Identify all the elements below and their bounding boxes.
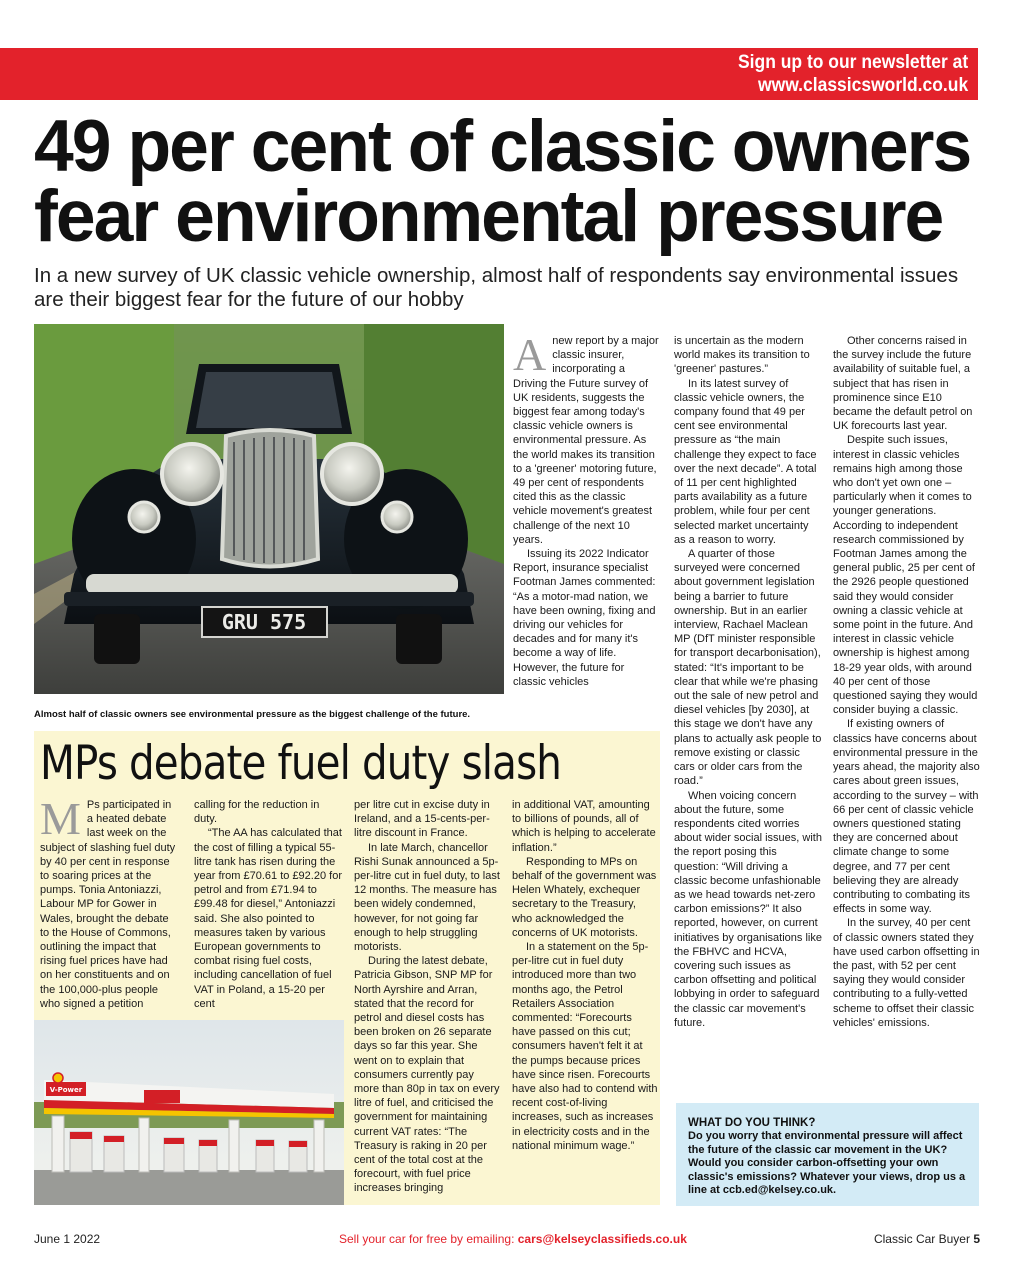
dropcap-a: A bbox=[513, 329, 547, 380]
classic-car-photo bbox=[34, 324, 504, 694]
newsletter-line-1: Sign up to our newsletter at bbox=[737, 52, 968, 73]
magazine-name: Classic Car Buyer bbox=[873, 1232, 970, 1246]
sell-your-car-line bbox=[339, 1232, 687, 1246]
article-column-2 bbox=[674, 334, 822, 1030]
fuel-column-1 bbox=[40, 793, 180, 1011]
fuel-paragraph: Responding to MPs on behalf of the government was Helen Whately, exchequer secretary to the Treasury, who acknowledged the concerns of UK motorists. bbox=[512, 855, 657, 939]
article-paragraph: If existing owners of classics have concerns about environmental pressure in the years ahead, the majority also cares about green issues, according to the survey – with 66 per cent of classic vehicle owners questioned stating they are concerned about climate change to some degree, and 77 per cent believing they are already contributing to combating its effects in some way. bbox=[833, 718, 980, 916]
page-footer bbox=[34, 1232, 980, 1248]
article-paragraph: Despite such issues, interest in classic vehicles remains high among those who don't yet own one – particularly when it comes to younger generations. According to independent research commissioned by Footman James among the general public, 25 per cent of the 2926 people questioned said they would consider owning a classic vehicle at some point in the future. And interest in classic vehicle ownership is highest among 18-29 year olds, with around 40 per cent of those questioned saying they would consider buying a classic. bbox=[833, 434, 978, 717]
fuel-paragraph: per litre cut in excise duty in Ireland, and a 15-cents-per-litre discount in France. bbox=[354, 799, 490, 840]
article-headline bbox=[34, 106, 994, 257]
newsletter-banner bbox=[0, 48, 978, 100]
petrol-station-illustration bbox=[34, 1020, 344, 1205]
wdyt-title: WHAT DO YOU THINK? bbox=[688, 1117, 816, 1129]
fuel-paragraph: calling for the reduction in duty. bbox=[194, 799, 320, 826]
article-lead-text: new report by a major classic insurer, incorporating a Driving the Future survey of UK residents, suggests the biggest fear among today's classic vehicle owners is environmental pressure. As the world makes its transition to a 'greener' motoring future, 49 per cent of respondents cited this as the classic vehicle movement's greatest challenge of the next 10 years. bbox=[513, 335, 659, 546]
issue-date: June 1 2022 bbox=[34, 1232, 101, 1246]
photo-caption: Almost half of classic owners see environmental pressure as the biggest challenge of the future. bbox=[34, 709, 471, 720]
fuel-duty-headline: MPs debate fuel duty slash bbox=[40, 736, 562, 791]
article-paragraph: In its latest survey of classic vehicle owners, the company found that 49 per cent see environmental pressure as “the main challenge they expect to face over the next decade”. A total of 11 per cent highlighted parts availability as a future problem, while four per cent selected market uncertainty as a reason to worry. bbox=[674, 377, 817, 546]
folio bbox=[874, 1232, 980, 1246]
article-paragraph: When voicing concern about the future, some respondents cited worries about wider social issues, with the report posing this question: “Will driving a classic become unfashionable as we head towards net-zero carbon emissions?” It also reported, however, on current initiatives by organisations like the FBHVC and HCVA, covering such issues as carbon offsetting and political lobbying in order to safeguard the classic car movement's future. bbox=[674, 789, 822, 1029]
standfirst: In a new survey of UK classic vehicle ownership, almost half of respondents say environmental issues are their biggest fear for the future of our hobby bbox=[34, 264, 959, 311]
number-plate-text: GRU 575 bbox=[221, 610, 307, 634]
petrol-station-photo bbox=[34, 1020, 344, 1205]
article-column-1 bbox=[513, 329, 659, 689]
newsletter-url[interactable]: www.classicsworld.co.uk bbox=[757, 75, 968, 96]
article-paragraph: Other concerns raised in the survey include the future availability of suitable fuel, a subject that has risen in prominence since E10 became the default petrol on UK forecourts last year. bbox=[833, 335, 973, 433]
article-paragraph: is uncertain as the modern world makes its transition to 'greener' pastures.” bbox=[674, 335, 810, 376]
fuel-column-4 bbox=[512, 798, 658, 1153]
page-number: 5 bbox=[973, 1232, 980, 1246]
headline-line-1: 49 per cent of classic owners bbox=[34, 106, 971, 187]
fuel-paragraph: In late March, chancellor Rishi Sunak announced a 5p-per-litre cut in fuel duty, to last 12 months. The measure has been widely condemned, however, for not going far enough to help struggling motorists. bbox=[354, 841, 500, 954]
fuel-column-2 bbox=[194, 798, 342, 1011]
fuel-paragraph: During the latest debate, Patricia Gibson, SNP MP for North Ayrshire and Arran, stated that the record for petrol and diesel costs has been broken on 26 separate days so far this year. She went on to explain that consumers currently pay more than 80p in tax on every litre of fuel, and criticised the government for maintaining current VAT rates: “The Treasury is raking in 20 per cent of the total cost at the forecourt, with fuel price increases bringing bbox=[354, 955, 500, 1195]
article-paragraph: A quarter of those surveyed were concerned about government legislation being a barrier to future ownership. But in an earlier interview, Rachael Maclean MP (DfT minister responsible for transport decarbonisation), stated: “It's important to be clear that while we're phasing out the sale of new petrol and diesel vehicles [by 2030], at this stage we don't have any plans to actually ask people to remove existing or classic cars or older cars from the road.” bbox=[674, 548, 822, 788]
fuel-lead-text: Ps participated in a heated debate last week on the subject of slashing fuel duty by 40 per cent in response to soaring prices at the pumps. Tonia Antoniazzi, Labour MP for Gower in Wales, brought the debate to the House of Commons, outlining the impact that rising fuel prices have had on her constituents and on the 100,000-plus people who signed a petition bbox=[40, 799, 176, 1010]
fuel-column-3 bbox=[354, 798, 500, 1196]
newsletter-promo[interactable] bbox=[738, 51, 968, 97]
station-sign-text: V-Power bbox=[49, 1086, 83, 1094]
article-column-3 bbox=[833, 334, 981, 1030]
headline-line-2: fear environmental pressure bbox=[34, 176, 943, 257]
article-paragraph: Issuing its 2022 Indicator Report, insurance specialist Footman James commented: “As a motor-mad nation, we have been owning, fixing and driving our vehicles for decades and for many it's become a way of life. However, the future for classic vehicles bbox=[513, 548, 656, 688]
fuel-paragraph: In a statement on the 5p-per-litre cut in fuel duty introduced more than two months ago, the Petrol Retailers Association commented: “Forecourts have passed on this cut; consumers haven't felt it at the pumps because prices have since risen. Forecourts have also had to contend with recent cost-of-living increases, such as increases in electricity costs and in the national minimum wage.” bbox=[512, 941, 658, 1152]
what-do-you-think-box bbox=[676, 1103, 979, 1206]
jaguar-illustration bbox=[34, 324, 504, 694]
fuel-paragraph: “The AA has calculated that the cost of filling a typical 55-litre tank has risen during the year from £70.61 to £92.20 for petrol and from £71.94 to £99.48 for diesel,” Antoniazzi said. She also pointed to measures taken by various European governments to combat rising fuel costs, including cancellation of fuel VAT in Poland, a 15-20 per cent bbox=[194, 827, 342, 1010]
wdyt-body: Do you worry that environmental pressure will affect the future of the classic car movement in the UK? Would you consider carbon-offsetting your own classic's emissions? Whatever your views, drop us a line at ccb.ed@kelsey.co.uk. bbox=[688, 1130, 966, 1196]
sell-text: Sell your car for free by emailing: bbox=[339, 1232, 518, 1246]
article-paragraph: In the survey, 40 per cent of classic owners stated they have used carbon offsetting in the past, with 52 per cent saying they would consider contributing to a fully-vetted scheme to offset their classic vehicles' emissions. bbox=[833, 917, 980, 1029]
sell-email-link[interactable]: cars@kelseyclassifieds.co.uk bbox=[517, 1232, 687, 1246]
fuel-paragraph: in additional VAT, amounting to billions of pounds, all of which is helping to accelerate inflation.” bbox=[512, 799, 656, 854]
dropcap-m: M bbox=[40, 793, 81, 844]
